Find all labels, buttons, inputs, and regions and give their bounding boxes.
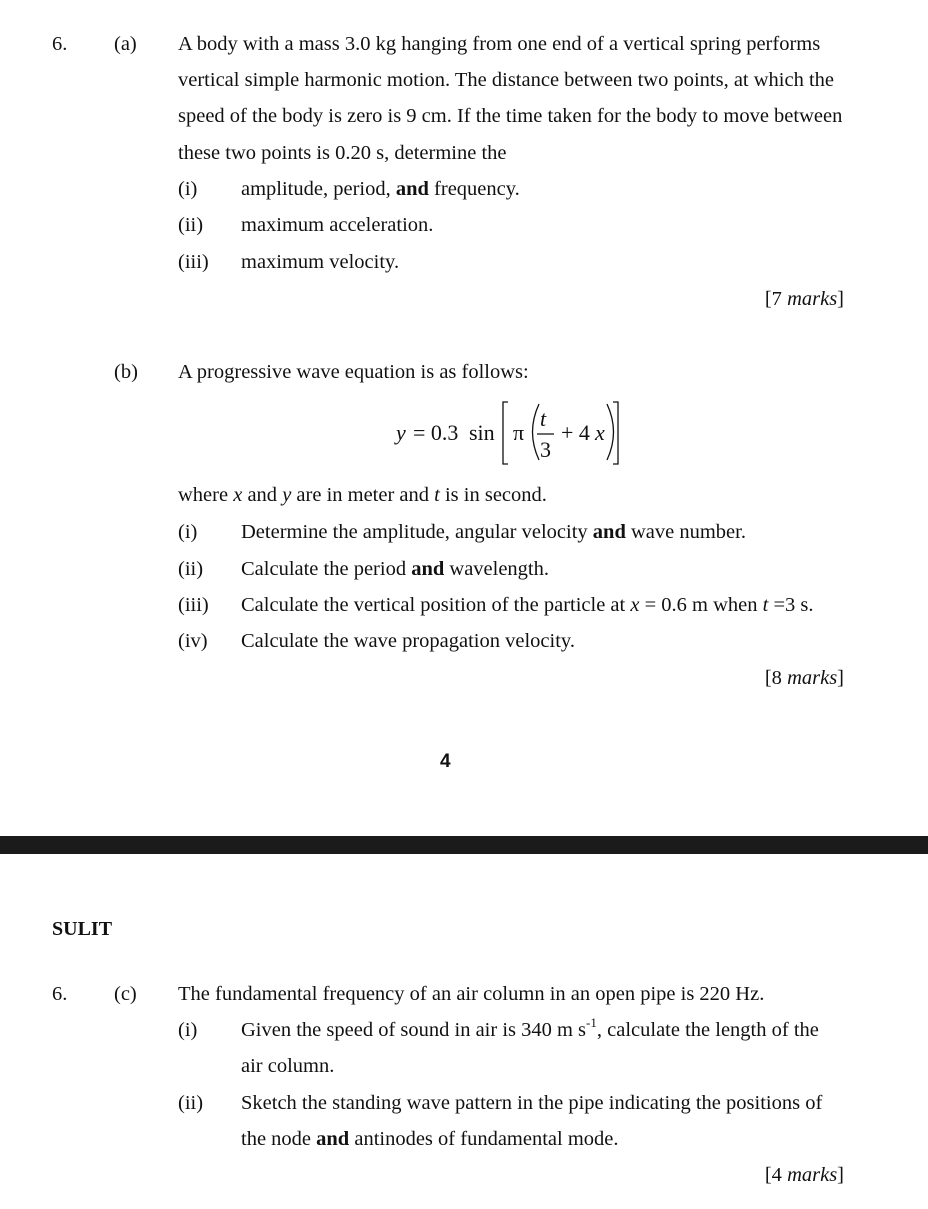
part-c-item-2-line-1: Sketch the standing wave pattern in the pipe indicating the positions of [241, 1092, 823, 1114]
equation-pi: π [513, 420, 525, 445]
part-c-intro: The fundamental frequency of an air column in an open pipe is 220 Hz. [178, 983, 765, 1005]
question-number: 6. [52, 33, 68, 55]
part-a-item-1-number: (i) [178, 178, 198, 200]
part-a-line-3: speed of the body is zero is 9 cm. If the time taken for the body to move between [178, 105, 843, 127]
part-b-intro: A progressive wave equation is as follows: [178, 361, 529, 383]
part-c-label: (c) [114, 983, 137, 1005]
part-a-marks: [7 marks] [764, 288, 844, 310]
part-b-item-4-number: (iv) [178, 630, 208, 652]
wave-equation [380, 398, 650, 470]
part-a-item-3-number: (iii) [178, 251, 209, 273]
part-c-item-1-number: (i) [178, 1019, 198, 1041]
part-a-item-1: amplitude, period, and frequency. [241, 178, 520, 200]
part-a-line-2: vertical simple harmonic motion. The distance between two points, at which the [178, 69, 835, 91]
part-b-marks: [8 marks] [764, 667, 844, 689]
left-paren [533, 404, 540, 460]
page-header-sulit: SULIT [52, 918, 113, 940]
part-b-item-3: Calculate the vertical position of the particle at x = 0.6 m when t =3 s. [241, 594, 814, 616]
part-a-item-2-number: (ii) [178, 214, 204, 236]
part-b-item-4: Calculate the wave propagation velocity. [241, 630, 575, 652]
part-c-item-2-line-2: the node and antinodes of fundamental mode. [241, 1128, 619, 1150]
right-paren [607, 404, 614, 460]
question-number-2: 6. [52, 983, 68, 1005]
part-b-where: where x and y are in meter and t is in second. [178, 484, 547, 506]
part-c-item-1-line-1: Given the speed of sound in air is 340 m $s^{-1}$, calculate the length of the [241, 1015, 819, 1041]
equation-plus: + 4 [561, 420, 590, 445]
equation-coefficient: = 0.3 [413, 420, 459, 445]
part-a-line-1: A body with a mass 3.0 kg hanging from one end of a vertical spring performs [178, 33, 821, 55]
part-b-label: (b) [114, 361, 138, 383]
equation-var: x [595, 420, 605, 445]
part-c-item-2-number: (ii) [178, 1092, 204, 1114]
part-c-item-1-line-2: air column. [241, 1055, 335, 1077]
page-number: 4 [440, 751, 451, 772]
part-b-item-1: Determine the amplitude, angular velocity and wave number. [241, 521, 746, 543]
part-a-label: (a) [114, 33, 137, 55]
part-a-line-4: these two points is 0.20 s, determine the [178, 142, 507, 164]
equation-denominator: 3 [540, 437, 551, 462]
left-bracket [503, 402, 508, 464]
part-c-marks: [4 marks] [764, 1164, 844, 1186]
part-b-item-2: Calculate the period and wavelength. [241, 558, 550, 580]
page-divider [0, 836, 928, 854]
equation-function: sin [469, 420, 495, 445]
part-b-item-2-number: (ii) [178, 558, 204, 580]
equation-lhs: y [396, 420, 406, 445]
part-a-item-3: maximum velocity. [241, 251, 400, 273]
part-a-item-2: maximum acceleration. [241, 214, 434, 236]
equation-numerator: t [540, 406, 547, 431]
part-b-item-1-number: (i) [178, 521, 198, 543]
part-b-item-3-number: (iii) [178, 594, 209, 616]
